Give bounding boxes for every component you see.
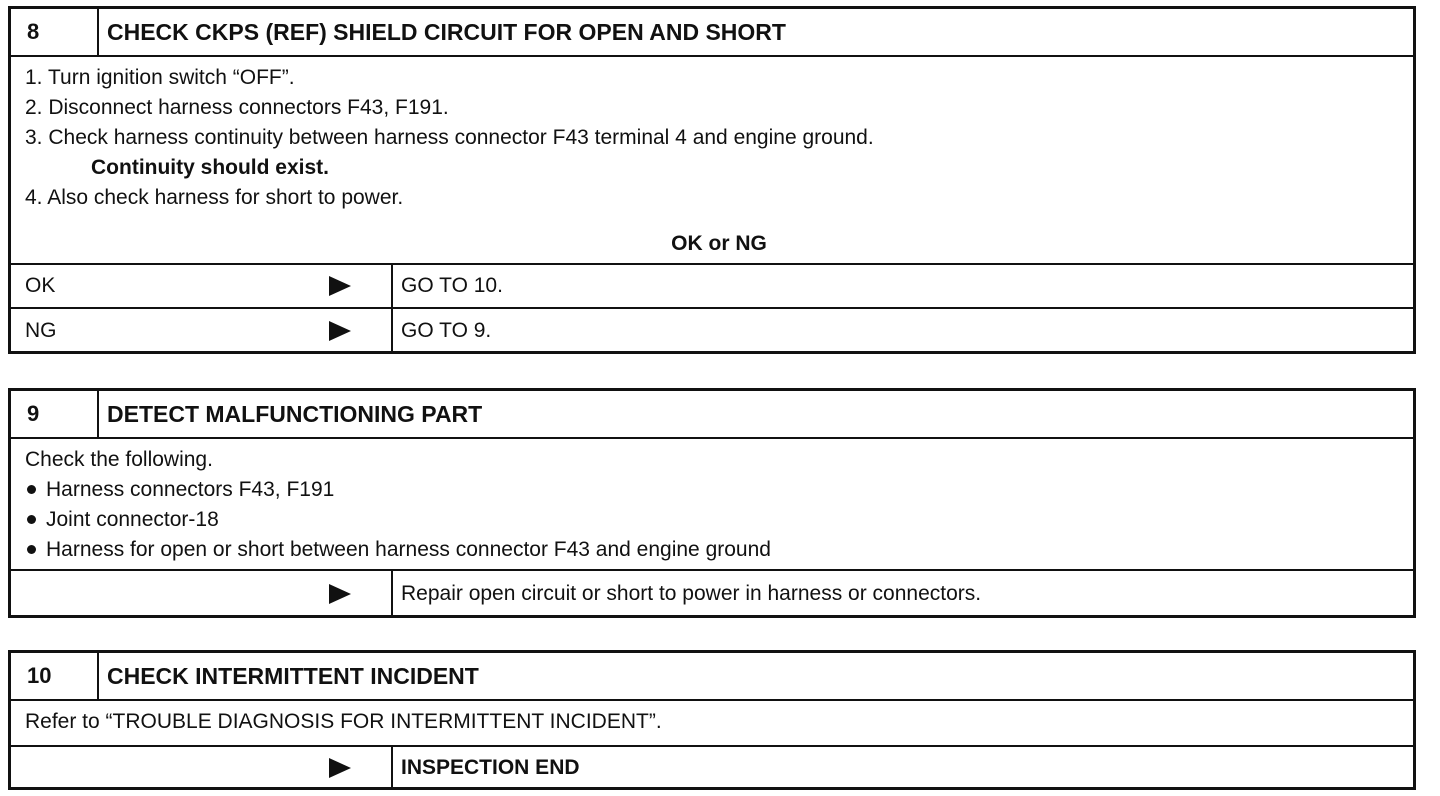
instruction-line: 4. Also check harness for short to power. (25, 186, 404, 209)
instruction-line: 2. Disconnect harness connectors F43, F191. (25, 96, 449, 119)
result-action: GO TO 10. (401, 274, 503, 297)
action-row (11, 747, 1413, 789)
step-9-body (11, 439, 1413, 571)
instruction-line: 1. Turn ignition switch “OFF”. (25, 66, 295, 89)
step-8-body (11, 57, 1413, 265)
intro-line: Check the following. (25, 448, 213, 471)
step-9-box (8, 388, 1416, 618)
continuity-note: Continuity should exist. (91, 156, 330, 179)
arrow-right-icon (329, 584, 351, 604)
bullet-item: Harness connectors F43, F191 (25, 475, 1413, 505)
result-label: OK (25, 274, 56, 297)
step-number: 9 (11, 391, 99, 437)
result-row-ng (11, 307, 1413, 353)
result-action: GO TO 9. (401, 319, 492, 342)
bullet-item: Joint connector-18 (25, 505, 1413, 535)
step-title: DETECT MALFUNCTIONING PART (107, 400, 483, 427)
arrow-right-icon (329, 276, 351, 296)
reference-text: Refer to “TROUBLE DIAGNOSIS FOR INTERMITTENT INCIDENT”. (25, 710, 662, 733)
step-8-header (11, 9, 1413, 57)
step-title: CHECK CKPS (REF) SHIELD CIRCUIT FOR OPEN AND SHORT (107, 18, 786, 45)
action-text: Repair open circuit or short to power in harness or connectors. (401, 582, 982, 605)
bullet-item: Harness for open or short between harness connector F43 and engine ground (25, 535, 1413, 565)
step-8-box (8, 6, 1416, 354)
instruction-line: 3. Check harness continuity between harness connector F43 terminal 4 and engine ground. (25, 126, 874, 149)
step-number: 10 (11, 653, 99, 699)
arrow-right-icon (329, 758, 351, 778)
step-9-header (11, 391, 1413, 439)
step-title: CHECK INTERMITTENT INCIDENT (107, 662, 479, 689)
bullet-icon (27, 485, 36, 494)
step-10-header (11, 653, 1413, 701)
result-header: OK or NG (671, 232, 767, 255)
result-row-ok (11, 265, 1413, 307)
step-10-box (8, 650, 1416, 790)
step-10-body (11, 701, 1413, 747)
bullet-icon (27, 545, 36, 554)
result-label: NG (25, 319, 57, 342)
step-number: 8 (11, 9, 99, 55)
action-row (11, 571, 1413, 617)
arrow-right-icon (329, 321, 351, 341)
bullet-icon (27, 515, 36, 524)
action-text: INSPECTION END (401, 756, 580, 779)
